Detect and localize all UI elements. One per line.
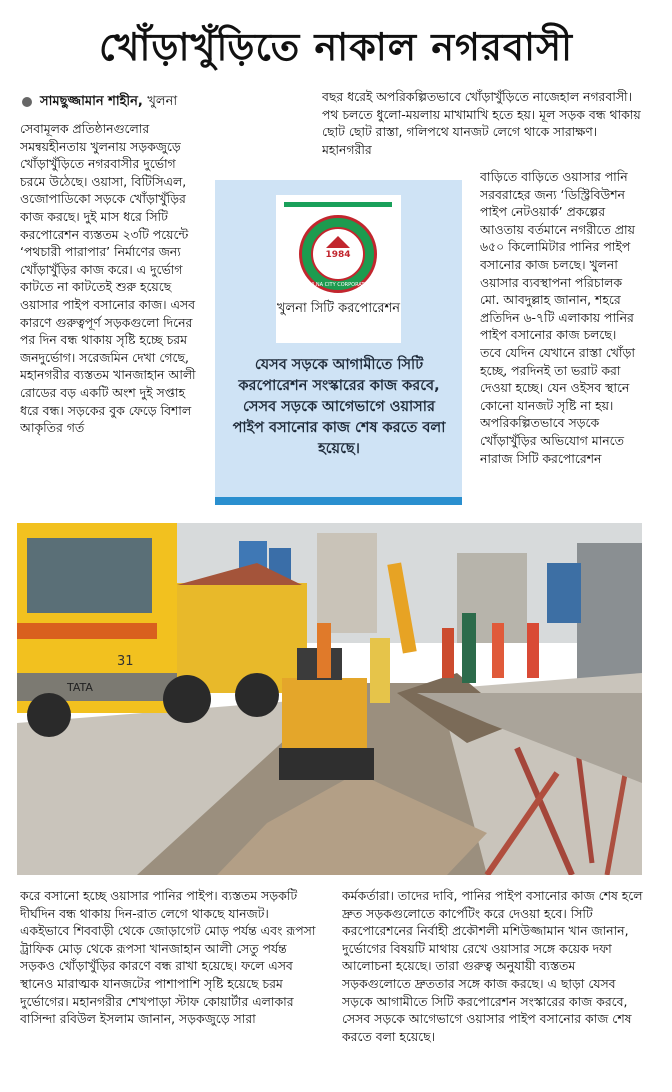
city-corporation-emblem-icon bbox=[299, 215, 377, 293]
truck-number: 31 bbox=[117, 654, 134, 669]
article-column-3 bbox=[20, 887, 320, 1087]
article-column-1 bbox=[20, 120, 198, 512]
truck-wheel bbox=[235, 673, 279, 717]
city-corporation-logo-card bbox=[276, 195, 401, 343]
byline bbox=[22, 92, 177, 113]
article-column-2-top bbox=[322, 88, 642, 168]
roller-drum bbox=[279, 748, 374, 780]
logo-top-bar bbox=[284, 202, 392, 207]
emblem-ring-text: KHULNA CITY CORPORATION bbox=[302, 282, 374, 288]
truck-wheel bbox=[27, 693, 71, 737]
blue-banner bbox=[547, 563, 581, 623]
worker bbox=[527, 623, 539, 678]
worker bbox=[442, 628, 454, 678]
article-text: কর্মকর্তারা। তাদের দাবি, পানির পাইপ বসানোর কাজ শেষ হলে দ্রুত সড়কগুলোতে কার্পেটিং করে দেওয়া হবে। সিটি করপোরেশনের নির্বাহী প্রকৌশলী মশিউজ্জামান খান জানান, দুর্ভোগের বিষয়টি মাথায় রেখে ওয়াসার সঙ্গে কয়েক দফা আলোচনা হয়েছে। তারা গুরুত্ব অনুযায়ী ব্যস্ততম সড়কগুলোতে দ্রুততার সঙ্গে কাজ করছে। এ ছাড়া যেসব সড়কে আগামীতে সিটি করপোরেশন সংস্কারের কাজ করবে, সেসব সড়কে আগেভাগে ওয়াসার পাইপ বসানোর কাজ শেষ করতে বলা হয়েছে। bbox=[342, 888, 643, 1044]
worker bbox=[317, 623, 331, 678]
truck-wheel bbox=[163, 675, 211, 723]
worker bbox=[370, 638, 390, 703]
article-text: করে বসানো হচ্ছে ওয়াসার পানির পাইপ। ব্যস্ততম সড়কটি দীর্ঘদিন বন্ধ থাকায় দিন-রাত লেগে থাকছে যানজট। একইভাবে শিববাড়ী থেকে জোড়াগেট মোড় পর্যন্ত এবং রূপসা ট্রাফিক মোড় থেকে রূপসা খানজাহান আলী সেতু পর্যন্ত সড়কও খোঁড়াখুঁড়ির কারণে বন্ধ রাখা হয়েছে। ফলে এসব স্থানেও মারাত্মক যানজটের পাশাপাশি সৃষ্টি হয়েছে চরম দুর্ভোগের। মহানগরীর শেখপাড়া স্টাফ কোয়ার্টার এলাকার বাসিন্দা রবিউল ইসলাম জানান, সড়কজুড়ে সারা bbox=[20, 888, 316, 1027]
article-column-4 bbox=[342, 887, 644, 1087]
house-icon bbox=[326, 236, 350, 248]
headline: খোঁড়াখুঁড়িতে নাকাল নগরবাসী bbox=[99, 25, 573, 69]
logo-caption: খুলনা সিটি করপোরেশন bbox=[276, 301, 401, 316]
emblem-year: 1984 bbox=[325, 250, 351, 260]
truck-brand: TATA bbox=[67, 681, 93, 694]
article-text: সেবামূলক প্রতিষ্ঠানগুলোর সমন্বয়হীনতায় খুলনায় সড়কজুড়ে খোঁড়াখুঁড়িতে নগরবাসীর দুর্ভোগ চরমে উঠেছে। ওয়াসা, বিটিসিএল, ওজোপাডিকো সড়কে খোঁড়াখুঁড়ির কাজ করছে। দুই মাস ধরে সিটি করপোরেশন ব্যস্ততম ২৩টি পয়েন্টে ‘পথচারী পারাপার’ নির্মাণের জন্য খোঁড়াখুঁড়ির কাজ করে। এ দুর্ভোগ কাটতে না কাটতেই শুরু হয়েছে ওয়াসার পাইপ বসানোর কাজ। এসব কারণে গুরুত্বপূর্ণ সড়কগুলো দিনের পর দিন বন্ধ থাকায় সৃষ্টি হচ্ছে চরম জনদুর্ভোগ। সরেজমিন দেখা গেছে, মহানগরীর ব্যস্ততম খানজাহান আলী রোডের বড় একটি অংশ দুই সপ্তাহ ধরে বন্ধ। সড়কের বুক ফেড়ে বিশাল আকৃতির গর্ত bbox=[20, 121, 196, 436]
worker bbox=[492, 623, 504, 678]
roller-body bbox=[282, 678, 367, 748]
emblem-center bbox=[311, 227, 365, 281]
byline-location: খুলনা bbox=[147, 94, 178, 109]
pull-quote-underline bbox=[215, 497, 462, 505]
byline-author: সামছুজ্জামান শাহীন, bbox=[40, 94, 143, 109]
pull-quote-text: যেসব সড়কে আগামীতে সিটি করপোরেশন সংস্কারের কাজ করবে, সেসব সড়কে আগেভাগে ওয়াসার পাইপ বসানোর কাজ শেষ করতে বলা হয়েছে। bbox=[232, 357, 446, 457]
worker bbox=[462, 613, 476, 683]
truck-window bbox=[27, 538, 152, 613]
truck-stripe bbox=[17, 623, 157, 639]
pull-quote-box bbox=[215, 180, 462, 505]
background-shop bbox=[577, 543, 642, 693]
article-text: বছর ধরেই অপরিকল্পিতভাবে খোঁড়াখুঁড়িতে নাজেহাল নগরবাসী। পথ চলতে ধুলো-ময়লায় মাখামাখি হতে হয়। মূল সড়ক বন্ধ থাকায় ছোট ছোট রাস্তা, গলিপথে যানজট লেগে থাকে সারাক্ষণ। মহানগরীর bbox=[322, 89, 641, 157]
news-photo bbox=[17, 523, 642, 875]
bullet-icon bbox=[22, 97, 32, 107]
article-column-2 bbox=[480, 168, 640, 513]
article-text: বাড়িতে বাড়িতে ওয়াসার পানি সরবরাহের জন্য ‘ডিস্ট্রিবিউশন পাইপ নেটওয়ার্ক’ প্রকল্পের আওতায় বর্তমানে নগরীতে প্রায় ৬৫০ কিলোমিটার পানির পাইপ বসানোর কাজ চলছে। খুলনা ওয়াসার ব্যবস্থাপনা পরিচালক মো. আবদুল্লাহ জানান, শহরে প্রতিদিন ৬-৭টি এলাকায় পানির পাইপ বসানোর কাজ চলছে। তবে যেদিন যেখানে রাস্তা খোঁড়া হচ্ছে, পরদিনই তা ভরাট করা দেওয়া হচ্ছে। যেন ওইসব স্থানে কোনো যানজট সৃষ্টি না হয়। অপরিকল্পিতভাবে সড়কে খোঁড়াখুঁড়ির অভিযোগ মানতে নারাজ সিটি করপোরেশন bbox=[480, 169, 635, 466]
background-building bbox=[317, 533, 377, 633]
